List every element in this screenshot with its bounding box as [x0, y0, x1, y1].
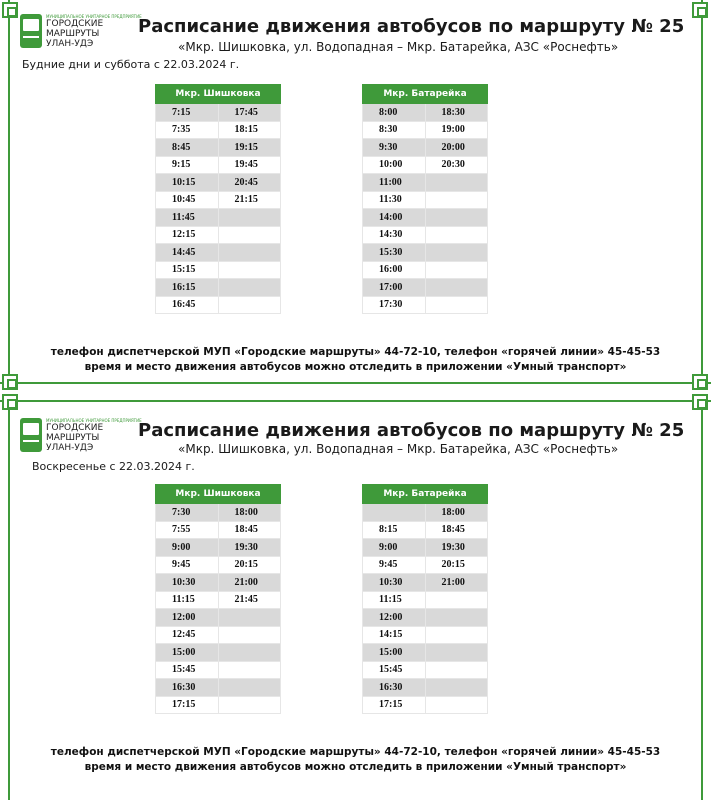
table-row [363, 626, 488, 644]
timetable-shishkovka [155, 84, 281, 314]
departure-time-cell: 9:30 [363, 139, 426, 157]
departure-time-cell [425, 696, 488, 714]
departure-time-cell [425, 174, 488, 192]
table-row [156, 696, 281, 714]
bus-icon [20, 418, 42, 452]
departure-time-cell [218, 209, 281, 227]
logo-name: ГОРОДСКИЕ МАРШРУТЫ УЛАН-УДЭ [46, 423, 104, 453]
schedule-period: Воскресенье с 22.03.2024 г. [32, 460, 195, 473]
table-row [363, 139, 488, 157]
page-title: Расписание движения автобусов по маршруту № 25 [138, 420, 685, 441]
table-row [363, 679, 488, 697]
frame-line-right [701, 0, 703, 390]
logo [20, 10, 142, 54]
footer-phones: телефон диспетчерской МУП «Городские маршруты» 44-72-10, телефон «горячей линии» 45-45-53 [50, 746, 661, 758]
departure-time-cell: 15:45 [156, 661, 219, 679]
departure-time-cell [425, 679, 488, 697]
departure-time-cell: 20:30 [425, 156, 488, 174]
departure-time-cell: 16:30 [363, 679, 426, 697]
timetable-batareyka [362, 484, 488, 714]
departure-time-cell: 18:30 [425, 104, 488, 122]
timetable-batareyka [362, 84, 488, 314]
departure-time-cell: 18:45 [218, 521, 281, 539]
table-row [156, 661, 281, 679]
departure-time-cell: 10:00 [363, 156, 426, 174]
logo-tagline: МУНИЦИПАЛЬНОЕ УНИТАРНОЕ ПРЕДПРИЯТИЕ [46, 418, 142, 423]
departure-time-cell: 19:30 [425, 539, 488, 557]
table-row [363, 696, 488, 714]
departure-time-cell [218, 226, 281, 244]
departure-time-cell: 21:00 [425, 574, 488, 592]
table-row [156, 121, 281, 139]
departure-time-cell: 19:00 [425, 121, 488, 139]
table-row [156, 156, 281, 174]
table-row [363, 121, 488, 139]
table-row [156, 174, 281, 192]
departure-time-cell: 17:15 [156, 696, 219, 714]
table-row [156, 261, 281, 279]
table-row [156, 209, 281, 227]
departure-time-cell [425, 209, 488, 227]
table-row [363, 609, 488, 627]
table-row [363, 296, 488, 314]
departure-time-cell: 11:15 [363, 591, 426, 609]
departure-time-cell [218, 644, 281, 662]
timetable-header: Мкр. Батарейка [363, 485, 488, 504]
departure-time-cell: 14:30 [363, 226, 426, 244]
frame-line-left [8, 0, 10, 390]
timetable-shishkovka [155, 484, 281, 714]
table-row [363, 556, 488, 574]
logo-tagline: МУНИЦИПАЛЬНОЕ УНИТАРНОЕ ПРЕДПРИЯТИЕ [46, 14, 142, 19]
table-row [363, 279, 488, 297]
frame-line-right [701, 400, 703, 800]
schedule-period: Будние дни и суббота с 22.03.2024 г. [22, 58, 240, 71]
table-row [156, 244, 281, 262]
departure-time-cell: 21:00 [218, 574, 281, 592]
page-title: Расписание движения автобусов по маршруту № 25 [138, 16, 685, 37]
departure-time-cell: 12:15 [156, 226, 219, 244]
table-row [363, 591, 488, 609]
table-row [156, 679, 281, 697]
departure-time-cell: 21:45 [218, 591, 281, 609]
departure-time-cell: 11:45 [156, 209, 219, 227]
departure-time-cell: 7:55 [156, 521, 219, 539]
table-row [156, 574, 281, 592]
table-row [156, 191, 281, 209]
footer-info [0, 345, 711, 375]
departure-time-cell [425, 591, 488, 609]
departure-time-cell [218, 679, 281, 697]
table-row [156, 504, 281, 522]
departure-time-cell: 15:00 [363, 644, 426, 662]
departure-time-cell: 15:00 [156, 644, 219, 662]
departure-time-cell: 12:00 [363, 609, 426, 627]
departure-time-cell [425, 644, 488, 662]
logo [20, 414, 142, 458]
table-row [363, 521, 488, 539]
table-row [363, 226, 488, 244]
corner-ornament [2, 374, 18, 390]
departure-time-cell: 8:30 [363, 121, 426, 139]
departure-time-cell [425, 661, 488, 679]
table-row [156, 521, 281, 539]
departure-time-cell: 8:15 [363, 521, 426, 539]
departure-time-cell [218, 661, 281, 679]
table-row [156, 226, 281, 244]
table-row [363, 574, 488, 592]
departure-time-cell: 17:30 [363, 296, 426, 314]
departure-time-cell [218, 696, 281, 714]
departure-time-cell [218, 244, 281, 262]
table-row [156, 591, 281, 609]
departure-time-cell: 8:00 [363, 104, 426, 122]
table-row [156, 556, 281, 574]
table-row [363, 261, 488, 279]
departure-time-cell: 20:45 [218, 174, 281, 192]
departure-time-cell: 11:15 [156, 591, 219, 609]
schedule-panel-weekdays [0, 0, 711, 390]
departure-time-cell: 14:15 [363, 626, 426, 644]
departure-time-cell [218, 261, 281, 279]
frame-line-left [8, 400, 10, 800]
departure-time-cell: 7:15 [156, 104, 219, 122]
departure-time-cell: 21:15 [218, 191, 281, 209]
departure-time-cell [425, 296, 488, 314]
logo-name: ГОРОДСКИЕ МАРШРУТЫ УЛАН-УДЭ [46, 19, 104, 49]
schedule-panel-sunday [0, 400, 711, 790]
departure-time-cell: 12:00 [156, 609, 219, 627]
table-row [363, 174, 488, 192]
table-row [363, 661, 488, 679]
departure-time-cell [363, 504, 426, 522]
departure-time-cell: 17:00 [363, 279, 426, 297]
departure-time-cell: 19:30 [218, 539, 281, 557]
frame-line-top [0, 400, 711, 402]
departure-time-cell: 12:45 [156, 626, 219, 644]
route-subtitle: «Мкр. Шишковка, ул. Водопадная – Мкр. Батарейка, АЗС «Роснефть» [178, 40, 619, 54]
table-row [156, 539, 281, 557]
departure-time-cell: 9:00 [156, 539, 219, 557]
departure-time-cell: 15:15 [156, 261, 219, 279]
departure-time-cell: 16:00 [363, 261, 426, 279]
departure-time-cell: 18:00 [425, 504, 488, 522]
departure-time-cell: 7:30 [156, 504, 219, 522]
departure-time-cell: 9:15 [156, 156, 219, 174]
departure-time-cell [218, 296, 281, 314]
bus-icon [20, 14, 42, 48]
departure-time-cell [218, 609, 281, 627]
departure-time-cell: 14:45 [156, 244, 219, 262]
departure-time-cell: 19:15 [218, 139, 281, 157]
departure-time-cell: 9:45 [156, 556, 219, 574]
table-row [363, 539, 488, 557]
table-row [156, 296, 281, 314]
departure-time-cell: 19:45 [218, 156, 281, 174]
timetable-header: Мкр. Шишковка [156, 85, 281, 104]
departure-time-cell: 20:15 [425, 556, 488, 574]
departure-time-cell: 15:45 [363, 661, 426, 679]
departure-time-cell: 20:00 [425, 139, 488, 157]
departure-time-cell: 17:45 [218, 104, 281, 122]
departure-time-cell: 10:45 [156, 191, 219, 209]
corner-ornament [692, 2, 708, 18]
departure-time-cell: 16:15 [156, 279, 219, 297]
departure-time-cell [425, 261, 488, 279]
departure-time-cell: 9:00 [363, 539, 426, 557]
table-row [156, 609, 281, 627]
footer-app-note: время и место движения автобусов можно отследить в приложении «Умный транспорт» [84, 761, 627, 773]
departure-time-cell: 16:30 [156, 679, 219, 697]
table-row [363, 209, 488, 227]
route-subtitle: «Мкр. Шишковка, ул. Водопадная – Мкр. Батарейка, АЗС «Роснефть» [178, 442, 619, 456]
departure-time-cell: 16:45 [156, 296, 219, 314]
corner-ornament [2, 2, 18, 18]
table-row [156, 279, 281, 297]
departure-time-cell: 20:15 [218, 556, 281, 574]
departure-time-cell [425, 191, 488, 209]
table-row [156, 104, 281, 122]
departure-time-cell [425, 244, 488, 262]
timetable-header: Мкр. Шишковка [156, 485, 281, 504]
frame-line-bottom [0, 382, 711, 384]
departure-time-cell: 11:30 [363, 191, 426, 209]
table-row [156, 644, 281, 662]
departure-time-cell: 17:15 [363, 696, 426, 714]
table-row [363, 644, 488, 662]
departure-time-cell [218, 626, 281, 644]
departure-time-cell: 10:30 [363, 574, 426, 592]
departure-time-cell [425, 226, 488, 244]
departure-time-cell: 10:15 [156, 174, 219, 192]
footer-info [0, 745, 711, 775]
footer-phones: телефон диспетчерской МУП «Городские маршруты» 44-72-10, телефон «горячей линии» 45-45-53 [50, 346, 661, 358]
departure-time-cell: 8:45 [156, 139, 219, 157]
timetable-header: Мкр. Батарейка [363, 85, 488, 104]
departure-time-cell: 18:00 [218, 504, 281, 522]
departure-time-cell [425, 626, 488, 644]
corner-ornament [2, 394, 18, 410]
corner-ornament [692, 374, 708, 390]
departure-time-cell [425, 279, 488, 297]
table-row [363, 504, 488, 522]
departure-time-cell: 18:15 [218, 121, 281, 139]
table-row [363, 191, 488, 209]
departure-time-cell: 7:35 [156, 121, 219, 139]
table-row [363, 104, 488, 122]
departure-time-cell: 10:30 [156, 574, 219, 592]
departure-time-cell [425, 609, 488, 627]
departure-time-cell: 18:45 [425, 521, 488, 539]
departure-time-cell: 15:30 [363, 244, 426, 262]
departure-time-cell [218, 279, 281, 297]
corner-ornament [692, 394, 708, 410]
table-row [363, 156, 488, 174]
departure-time-cell: 9:45 [363, 556, 426, 574]
departure-time-cell: 14:00 [363, 209, 426, 227]
departure-time-cell: 11:00 [363, 174, 426, 192]
footer-app-note: время и место движения автобусов можно отследить в приложении «Умный транспорт» [84, 361, 627, 373]
table-row [156, 139, 281, 157]
table-row [363, 244, 488, 262]
table-row [156, 626, 281, 644]
